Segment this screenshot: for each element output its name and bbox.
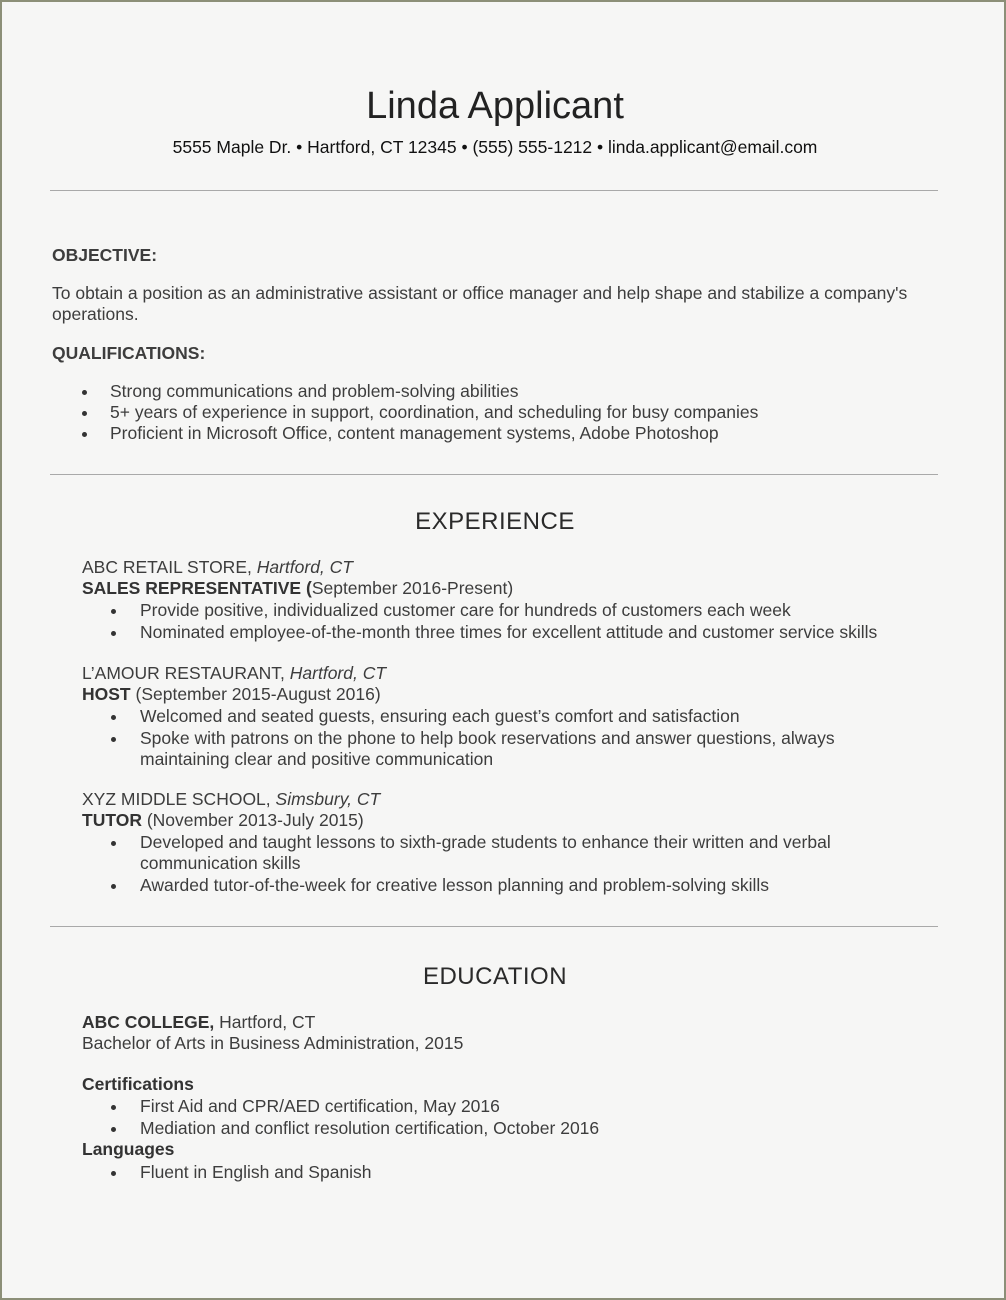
divider bbox=[50, 926, 938, 927]
qualifications-label: QUALIFICATIONS: bbox=[52, 343, 206, 363]
list-item: Provide positive, individualized customer care for hundreds of customers each week bbox=[80, 600, 942, 621]
list-item: Awarded tutor-of-the-week for creative lesson planning and problem-solving skills bbox=[80, 875, 880, 896]
job-entry bbox=[82, 557, 942, 643]
job-entry bbox=[82, 663, 942, 770]
list-item: Proficient in Microsoft Office, content management systems, Adobe Photoshop bbox=[52, 423, 942, 444]
job-employer: ABC RETAIL STORE, Hartford, CT bbox=[82, 557, 353, 577]
list-item: Nominated employee-of-the-month three times for excellent attitude and customer service skills bbox=[80, 622, 942, 643]
qualifications-list bbox=[52, 381, 942, 444]
bullet-icon bbox=[111, 841, 116, 846]
divider bbox=[50, 474, 938, 475]
bullet-icon bbox=[111, 737, 116, 742]
certifications-list bbox=[80, 1096, 942, 1139]
bullet-icon bbox=[82, 411, 87, 416]
divider bbox=[50, 190, 938, 191]
bullet-icon bbox=[82, 390, 87, 395]
degree-line: Bachelor of Arts in Business Administration, 2015 bbox=[82, 1033, 464, 1053]
applicant-name: Linda Applicant bbox=[366, 85, 624, 127]
list-item: Welcomed and seated guests, ensuring each guest’s comfort and satisfaction bbox=[80, 706, 880, 727]
list-item: Developed and taught lessons to sixth-grade students to enhance their written and verbal communication skills bbox=[80, 832, 880, 874]
bullet-icon bbox=[111, 1127, 116, 1132]
job-bullets bbox=[80, 600, 942, 643]
objective-text: To obtain a position as an administrative assistant or office manager and help shape and stabilize a company's operations. bbox=[52, 283, 908, 324]
job-title: SALES REPRESENTATIVE (September 2016-Present) bbox=[82, 578, 514, 598]
education-entry bbox=[82, 1012, 942, 1183]
bullet-icon bbox=[111, 631, 116, 636]
list-item: Spoke with patrons on the phone to help book reservations and answer questions, always maintaining clear and positive communication bbox=[80, 728, 880, 770]
job-entry bbox=[82, 789, 942, 896]
bullet-icon bbox=[111, 1105, 116, 1110]
job-employer: XYZ MIDDLE SCHOOL, Simsbury, CT bbox=[82, 789, 381, 809]
bullet-icon bbox=[111, 609, 116, 614]
list-item: First Aid and CPR/AED certification, May 2016 bbox=[80, 1096, 942, 1117]
experience-heading: EXPERIENCE bbox=[415, 508, 575, 535]
job-title: HOST (September 2015-August 2016) bbox=[82, 684, 381, 704]
certifications-label: Certifications bbox=[82, 1074, 194, 1094]
job-title: TUTOR (November 2013-July 2015) bbox=[82, 810, 364, 830]
languages-label: Languages bbox=[82, 1139, 175, 1159]
school-line: ABC COLLEGE, Hartford, CT bbox=[82, 1012, 316, 1032]
bullet-icon bbox=[111, 1171, 116, 1176]
languages-list bbox=[80, 1162, 942, 1183]
objective-label: OBJECTIVE: bbox=[52, 245, 158, 265]
education-heading: EDUCATION bbox=[422, 963, 568, 990]
contact-line: 5555 Maple Dr. • Hartford, CT 12345 • (555) 555-1212 • linda.applicant@email.com bbox=[172, 137, 818, 157]
list-item: Strong communications and problem-solving abilities bbox=[52, 381, 942, 402]
job-bullets bbox=[80, 706, 880, 770]
job-bullets bbox=[80, 832, 880, 896]
list-item: Mediation and conflict resolution certification, October 2016 bbox=[80, 1118, 942, 1139]
bullet-icon bbox=[111, 715, 116, 720]
list-item: 5+ years of experience in support, coordination, and scheduling for busy companies bbox=[52, 402, 942, 423]
job-employer: L’AMOUR RESTAURANT, Hartford, CT bbox=[82, 663, 387, 683]
bullet-icon bbox=[82, 432, 87, 437]
list-item: Fluent in English and Spanish bbox=[80, 1162, 942, 1183]
bullet-icon bbox=[111, 884, 116, 889]
